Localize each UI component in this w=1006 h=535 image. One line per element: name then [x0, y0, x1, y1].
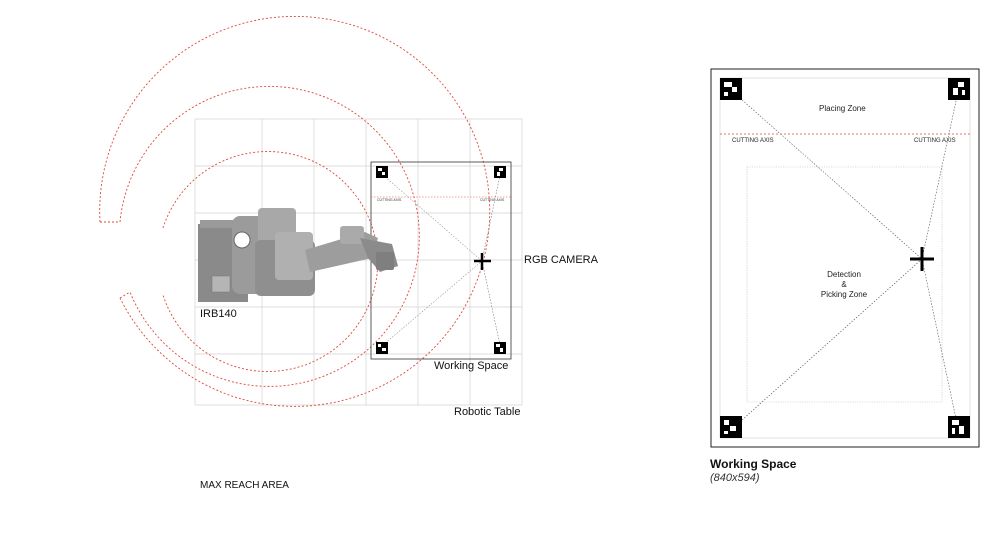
camera-crosshair — [910, 247, 934, 271]
aruco-marker-tl-small — [376, 166, 388, 178]
robotic-table-label: Robotic Table — [454, 406, 521, 418]
max-reach-label: MAX REACH AREA — [200, 480, 289, 491]
cutting-axis-right-small: CUTTING AXIS — [480, 198, 505, 202]
working-space-large — [711, 69, 979, 447]
aruco-marker-tr — [948, 78, 970, 100]
camera-label: RGB CAMERA — [524, 254, 598, 266]
working-space-label: Working Space — [434, 360, 509, 372]
aruco-marker-tr-small — [494, 166, 506, 178]
working-space-subtitle: (840x594) — [710, 472, 760, 484]
aruco-marker-bl — [720, 416, 742, 438]
cutting-axis-left-small: CUTTING AXIS — [377, 198, 402, 202]
aruco-marker-tl — [720, 78, 742, 100]
aruco-marker-br-small — [494, 342, 506, 354]
camera-crosshair-small — [474, 253, 491, 270]
robot-label: IRB140 — [200, 308, 237, 320]
aruco-marker-bl-small — [376, 342, 388, 354]
aruco-marker-br — [948, 416, 970, 438]
detection-label-line1: Detection — [827, 270, 861, 279]
cutting-axis-left: CUTTING AXIS — [732, 138, 774, 144]
placing-zone-label: Placing Zone — [819, 104, 866, 113]
detection-label-line3: Picking Zone — [820, 290, 868, 299]
detection-label-line2: & — [841, 280, 847, 289]
irb140-robot — [198, 208, 398, 302]
working-space-title: Working Space — [710, 457, 797, 471]
cutting-axis-right: CUTTING AXIS — [914, 138, 956, 144]
